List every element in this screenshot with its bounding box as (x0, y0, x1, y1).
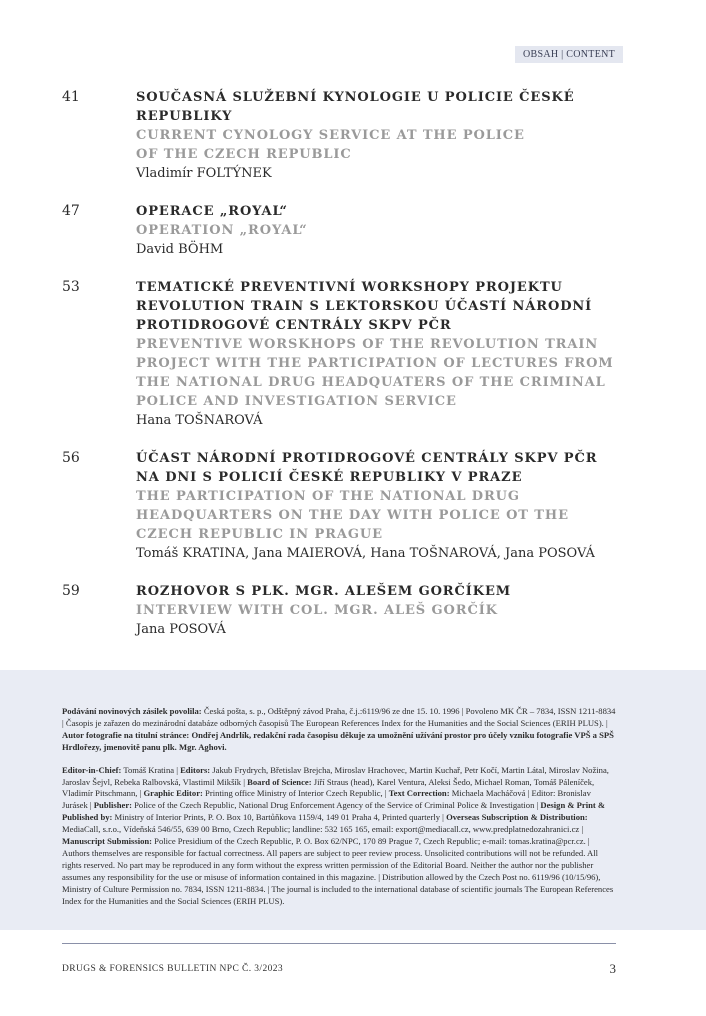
imprint-paragraph-legal (62, 706, 618, 754)
toc-page-number: 41 (62, 89, 80, 105)
toc-entry (62, 278, 632, 430)
toc-title-czech: ÚČAST NÁRODNÍ PROTIDROGOVÉ CENTRÁLY SKPV PČR (136, 451, 598, 466)
imprint-text (62, 706, 618, 919)
toc-title-english: INTERVIEW WITH COL. MGR. ALEŠ GORČÍK (136, 603, 498, 618)
imprint-field-value: Police of the Czech Republic, National Drug Enforcement Agency of the Service of Criminal Police & Investigation | (132, 800, 541, 811)
imprint-field-value: Michaela Macháčová | Editor: Bronislav Jurásek | (62, 788, 591, 811)
toc-author: Tomáš KRATINA, Jana MAIEROVÁ, Hana TOŠNAROVÁ, Jana POSOVÁ (136, 546, 595, 561)
imprint-field-label: Graphic Editor: (143, 788, 203, 799)
toc-title-english: PREVENTIVE WORSKHOPS OF THE REVOLUTION TRAIN (136, 337, 599, 352)
toc-title-english: THE NATIONAL DRUG HEADQUATERS OF THE CRIMINAL (136, 375, 606, 390)
toc-title-english: HEADQUARTERS ON THE DAY WITH POLICE OT THE (136, 508, 569, 523)
imprint-field-value: Jiří Straus (head), Karel Ventura, Aleksi Šedo, Michael Roman, Tomáš Páleníček, Vladimír Pitschmann, | (62, 776, 595, 799)
toc-entry (62, 88, 632, 183)
toc-entry (62, 582, 632, 639)
toc-title-english: THE PARTICIPATION OF THE NATIONAL DRUG (136, 489, 520, 504)
toc-title-czech: SOUČASNÁ SLUŽEBNÍ KYNOLOGIE U POLICIE ČESKÉ REPUBLIKY (136, 90, 575, 124)
imprint-field-label: Text Correction: (388, 788, 450, 799)
imprint-field-label: Editors: (180, 764, 211, 775)
toc-author: Jana POSOVÁ (136, 622, 226, 637)
toc-page-number: 47 (62, 203, 80, 219)
toc-title-czech: OPERACE „ROYAL“ (136, 204, 288, 219)
imprint-field-label: Design & Print & Published by: (62, 800, 606, 823)
imprint-field-label: Overseas Subscription & Distribution: (446, 812, 588, 823)
imprint-photo-credit: Autor fotografie na titulní stránce: Ondřej Andrlík, redakční rada časopisu děkuje za umožnění užívání prostor pro účely vzniku fotografie VPŠ a SPŠ Hrdlořezy, jmenovitě panu plk. Mgr. Aghovi. (62, 729, 614, 752)
toc-page-number: 59 (62, 583, 80, 599)
toc-title-czech: NA DNI S POLICIÍ ČESKÉ REPUBLIKY V PRAZE (136, 470, 523, 485)
toc-title-english: POLICE AND INVESTIGATION SERVICE (136, 394, 457, 409)
footer-page-number: 3 (609, 961, 616, 976)
imprint-paragraph-editorial (62, 765, 618, 908)
toc-author: David BÖHM (136, 242, 224, 257)
toc-title-english: OF THE CZECH REPUBLIC (136, 147, 352, 162)
section-tag: OBSAH | CONTENT (515, 46, 623, 63)
imprint-label: Podávání novinových zásilek povolila: (62, 706, 202, 716)
toc-title-english: PROJECT WITH THE PARTICIPATION OF LECTURES FROM (136, 356, 614, 371)
imprint-field-label: Manuscript Submission: (62, 836, 153, 847)
imprint-field-label: Editor-in-Chief: (62, 764, 122, 775)
toc-title-czech: TEMATICKÉ PREVENTIVNÍ WORKSHOPY PROJEKTU (136, 280, 563, 295)
toc-page-number: 56 (62, 450, 80, 466)
toc-title-english: CURRENT CYNOLOGY SERVICE AT THE POLICE (136, 128, 525, 143)
toc-author: Vladimír FOLTÝNEK (136, 166, 272, 181)
imprint-field-value: Printing office Ministry of Interior Czech Republic, | (202, 788, 389, 799)
footer-journal-name: DRUGS & FORENSICS BULLETIN NPC Č. 3/2023 (62, 964, 284, 974)
toc-entry (62, 202, 632, 259)
imprint-field-label: Publisher: (93, 800, 132, 811)
toc-title-english: OPERATION „ROYAL“ (136, 223, 308, 238)
toc-title-english: CZECH REPUBLIC IN PRAGUE (136, 527, 383, 542)
footer-divider (62, 943, 616, 944)
toc-author: Hana TOŠNAROVÁ (136, 413, 263, 428)
imprint-legal-text: Česká pošta, s. p., Odštěpný závod Praha, č.j.:6119/96 ze dne 15. 10. 1996 | Povoleno MK ČR – 7834, ISSN 1211-8834 | Časopis je zařazen do mezinárodní databáze odborných časopisů The European References Index for the Humanities and the Social Sciences (ERIH PLUS). | (62, 706, 616, 728)
toc-title-czech: PROTIDROGOVÉ CENTRÁLY SKPV PČR (136, 318, 452, 333)
toc-title-czech: ROZHOVOR S PLK. MGR. ALEŠEM GORČÍKEM (136, 584, 512, 599)
imprint-field-label: Board of Science: (247, 776, 312, 787)
imprint-field-value: Ministry of Interior Prints, P. O. Box 10, Bartůňkova 1159/4, 149 01 Praha 4, Printed quarterly | (112, 812, 447, 823)
table-of-contents (62, 88, 632, 658)
toc-title-czech: REVOLUTION TRAIN S LEKTORSKOU ÚČASTÍ NÁRODNÍ (136, 299, 593, 314)
imprint-field-value: Tomáš Kratina | (121, 764, 181, 775)
toc-page-number: 53 (62, 279, 80, 295)
imprint-field-value: MediaCall, s.r.o., Vídeňská 546/55, 639 00 Brno, Czech Republic; landline: 532 165 165, email: export@mediacall.cz, www.predplatnedozahranici.cz | (62, 824, 584, 835)
imprint-field-value: Jakub Frydrych, Břetislav Brejcha, Miroslav Hrachovec, Martin Kuchař, Petr Kočí, Martin Látal, Miroslav Nožina, Jaroslav Šejvl, Rebeka Ralbovská, Vlastimil Mikšík | (62, 764, 609, 787)
imprint-box (0, 670, 706, 930)
toc-entry (62, 449, 632, 563)
imprint-field-value: Police Presidium of the Czech Republic, P. O. Box 62/NPC, 170 89 Prague 7, Czech Republic; e-mail: tomas.kratina@pcr.cz. | Authors themselves are responsible for factual correctness. All papers are subject to peer review process. Unsolicited contributions will not be refunded. All rights reserved. No part may be reproduced in any form without the express written permission of the Editorial Board. Neither the author nor the publisher assumes any responsibility for the use or misuse of information contained in this magazine. | Distribution allowed by the Czech Post no. 6119/96 (10/15/96), Ministry of Culture Permission no. 7834, ISSN 1211-8834. | The journal is included to the international database of scientific journals The European References Index for the Humanities and the Social Sciences (ERIH PLUS). (62, 836, 614, 906)
